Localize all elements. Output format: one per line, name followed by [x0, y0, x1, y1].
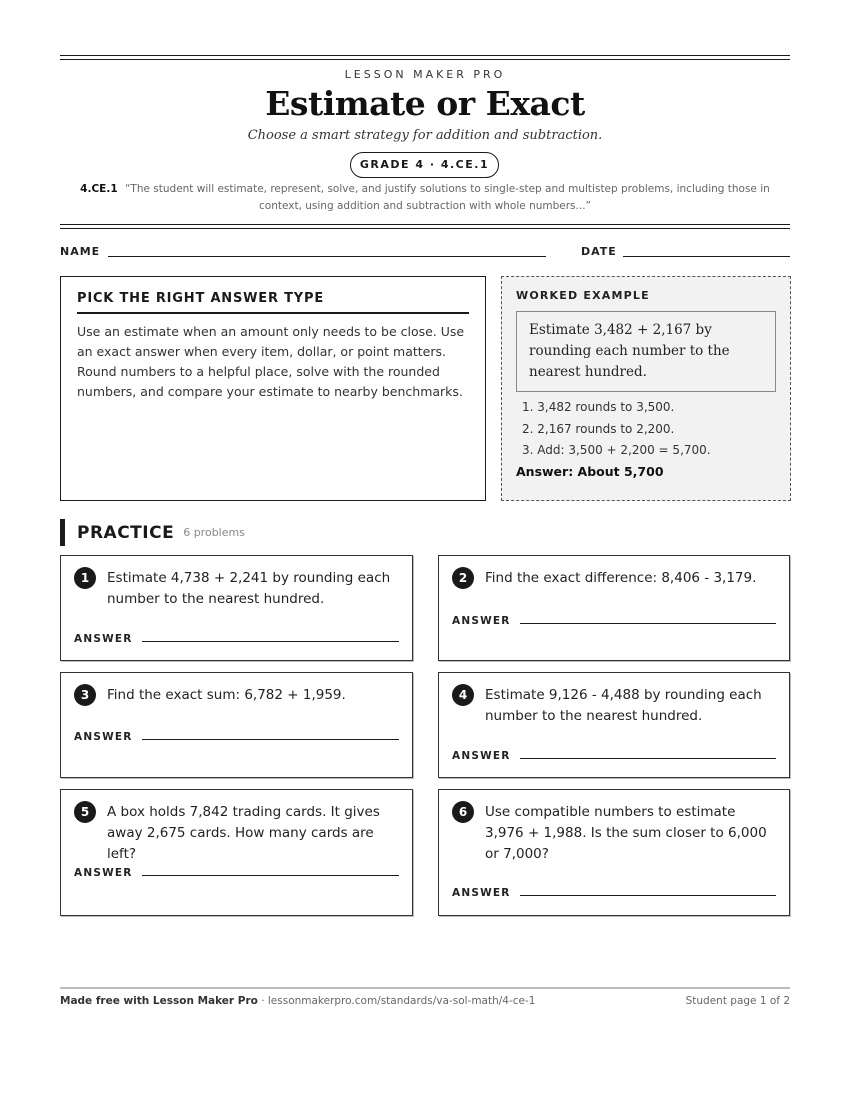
strategy-info-box	[60, 276, 486, 501]
answer-line-6[interactable]	[520, 895, 776, 896]
practice-header	[60, 519, 245, 546]
problem-number-badge: 3	[74, 684, 96, 706]
problem-text: Find the exact difference: 8,406 - 3,179.	[485, 570, 757, 586]
grade-badge: GRADE 4 · 4.CE.1	[350, 152, 499, 178]
worked-example-label: WORKED EXAMPLE	[516, 289, 650, 302]
answer-row	[452, 887, 776, 899]
footer-page-number: Student page 1 of 2	[685, 995, 790, 1007]
answer-label: ANSWER	[452, 750, 511, 762]
problem-card-1	[60, 555, 413, 661]
problem-number-badge: 4	[452, 684, 474, 706]
info-body: Use an estimate when an amount only needs to be close. Use an exact answer when every item, dollar, or point matters. Round numbers to a helpful place, solve with the rounded numbers, and compare your estimate to nearby benchmarks.	[77, 324, 465, 399]
answer-label: ANSWER	[74, 731, 133, 743]
problem-card-6	[438, 789, 790, 916]
footer-credit	[60, 995, 535, 1007]
answer-line-2[interactable]	[520, 623, 776, 624]
footer-rule	[60, 987, 790, 989]
problem-card-3	[60, 672, 413, 778]
worked-example-prompt: Estimate 3,482 + 2,167 by rounding each number to the nearest hundred.	[516, 311, 776, 392]
footer-url[interactable]: · lessonmakerpro.com/standards/va-sol-math/4-ce-1	[257, 995, 536, 1007]
problem-number-badge: 6	[452, 801, 474, 823]
problem-number-badge: 1	[74, 567, 96, 589]
standard-description	[60, 181, 790, 215]
answer-label: ANSWER	[74, 867, 133, 879]
page-subtitle: Choose a smart strategy for addition and subtraction.	[247, 128, 603, 143]
date-label: DATE	[581, 245, 617, 258]
problem-number-badge: 2	[452, 567, 474, 589]
info-heading: PICK THE RIGHT ANSWER TYPE	[77, 291, 469, 314]
problem-card-4	[438, 672, 790, 778]
worked-example-step: 2. 2,167 rounds to 2,200.	[522, 421, 675, 436]
answer-label: ANSWER	[452, 887, 511, 899]
worked-example-step: 3. Add: 3,500 + 2,200 = 5,700.	[522, 443, 711, 457]
standard-text: “The student will estimate, represent, solve, and justify solutions to single-step and multistep problems, including those in context, using addition and subtraction with whole numbers...”	[124, 183, 770, 212]
worked-example-box	[501, 276, 791, 501]
worked-example-answer: Answer: About 5,700	[516, 463, 664, 479]
name-label: NAME	[60, 245, 101, 258]
problem-card-5	[60, 789, 413, 916]
worked-example-step: 1. 3,482 rounds to 3,500.	[522, 400, 675, 414]
worked-example-steps	[522, 397, 776, 462]
problem-text: Find the exact sum: 6,782 + 1,959.	[107, 687, 346, 703]
answer-line-1[interactable]	[142, 641, 399, 642]
answer-label: ANSWER	[74, 633, 133, 645]
problem-count: 6 problems	[183, 526, 245, 539]
problem-text: Estimate 9,126 - 4,488 by rounding each number to the nearest hundred.	[485, 687, 762, 724]
brand-name: LESSON MAKER PRO	[344, 68, 506, 81]
answer-line-3[interactable]	[142, 739, 399, 740]
name-field[interactable]	[108, 256, 546, 257]
answer-row	[452, 750, 776, 762]
answer-label: ANSWER	[452, 615, 511, 627]
header-double-rule	[60, 224, 790, 229]
problem-text: Estimate 4,738 + 2,241 by rounding each number to the nearest hundred.	[107, 570, 391, 607]
answer-row	[452, 615, 776, 627]
problem-text: Use compatible numbers to estimate 3,976 + 1,988. Is the sum closer to 6,000 or 7,000?	[485, 804, 767, 862]
standard-code: 4.CE.1	[80, 183, 118, 195]
page-title: Estimate or Exact	[265, 84, 585, 123]
problem-number-badge: 5	[74, 801, 96, 823]
problem-card-2	[438, 555, 790, 661]
footer-made-with: Made free with Lesson Maker Pro	[60, 995, 258, 1007]
problem-text: A box holds 7,842 trading cards. It gives away 2,675 cards. How many cards are left?	[107, 804, 380, 862]
top-double-rule	[60, 55, 790, 60]
answer-line-4[interactable]	[520, 758, 776, 759]
answer-line-5[interactable]	[142, 875, 399, 876]
practice-title: PRACTICE	[77, 522, 175, 543]
date-field[interactable]	[623, 256, 790, 257]
answer-row	[74, 867, 399, 879]
answer-row	[74, 731, 399, 743]
answer-row	[74, 633, 399, 645]
